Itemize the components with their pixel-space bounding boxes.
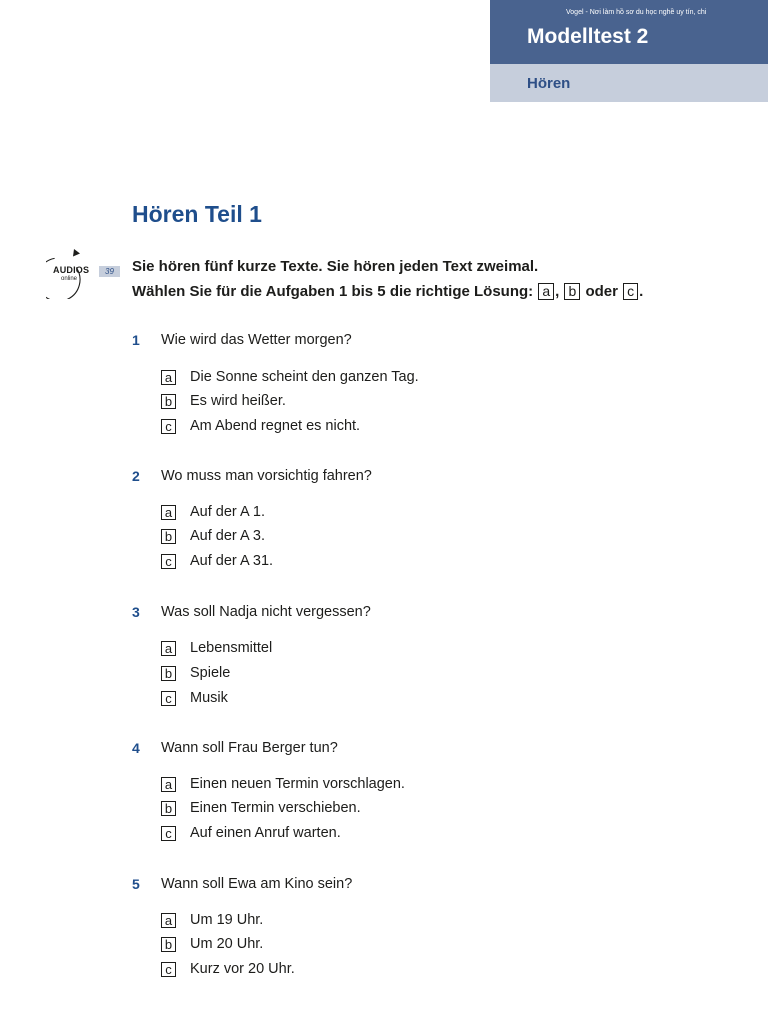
track-number-badge: 39 [99,266,120,277]
option-checkbox[interactable]: a [161,370,176,385]
option-checkbox[interactable]: a [161,505,176,520]
question-number: 5 [132,876,140,892]
question-number: 3 [132,604,140,620]
option-text: Lebensmittel [190,640,273,656]
option-text: Auf der A 3. [190,528,265,544]
question-text: Wie wird das Wetter morgen? [161,332,352,348]
option-checkbox[interactable]: c [161,826,176,841]
test-title: Modelltest 2 [527,25,649,48]
instruction-line-2 [132,283,643,300]
answer-box-c: c [623,283,638,300]
page-header [490,0,768,102]
option-text: Einen neuen Termin vorschlagen. [190,776,405,792]
option-checkbox[interactable]: b [161,801,176,816]
option-checkbox[interactable]: c [161,691,176,706]
option-checkbox[interactable]: a [161,641,176,656]
answer-box-b: b [564,283,580,300]
separator: , [555,283,560,300]
option-checkbox[interactable]: a [161,777,176,792]
option-checkbox[interactable]: b [161,394,176,409]
audio-label: AUDIOS [53,265,90,275]
option-text: Auf einen Anruf warten. [190,825,341,841]
option-text: Es wird heißer. [190,393,286,409]
option-checkbox[interactable]: c [161,554,176,569]
option-checkbox[interactable]: c [161,419,176,434]
option-checkbox[interactable]: b [161,666,176,681]
watermark-text: Vogel - Nơi làm hồ sơ du học nghề uy tín, chi [566,9,707,16]
question-number: 4 [132,740,140,756]
option-text: Die Sonne scheint den ganzen Tag. [190,369,419,385]
option-text: Auf der A 1. [190,504,265,520]
separator-word: oder [585,283,618,300]
section-title: Hören Teil 1 [132,201,262,227]
audio-badge[interactable] [46,247,122,299]
option-text: Kurz vor 20 Uhr. [190,961,295,977]
option-text: Um 20 Uhr. [190,936,264,952]
question-text: Was soll Nadja nicht vergessen? [161,604,371,620]
option-checkbox[interactable]: a [161,913,176,928]
question-number: 1 [132,332,140,348]
question-number: 2 [132,468,140,484]
option-text: Spiele [190,665,231,681]
audio-online-label: online [61,276,78,282]
option-text: Auf der A 31. [190,553,274,569]
option-text: Am Abend regnet es nicht. [190,418,361,434]
option-checkbox[interactable]: c [161,962,176,977]
instruction-line-1: Sie hören fünf kurze Texte. Sie hören jeden Text zweimal. [132,258,539,275]
header-subtitle-band [490,64,768,102]
question-text: Wo muss man vorsichtig fahren? [161,468,372,484]
option-checkbox[interactable]: b [161,529,176,544]
instruction-text: Wählen Sie für die Aufgaben 1 bis 5 die richtige Lösung: [132,283,534,300]
question-text: Wann soll Frau Berger tun? [161,740,338,756]
header-title-band [490,0,768,64]
option-text: Musik [190,690,228,706]
option-text: Um 19 Uhr. [190,912,264,928]
option-checkbox[interactable]: b [161,937,176,952]
option-text: Einen Termin verschieben. [190,800,361,816]
answer-box-a: a [538,283,554,300]
instruction-end: . [639,283,644,300]
test-section-label: Hören [527,75,571,92]
question-text: Wann soll Ewa am Kino sein? [161,876,353,892]
